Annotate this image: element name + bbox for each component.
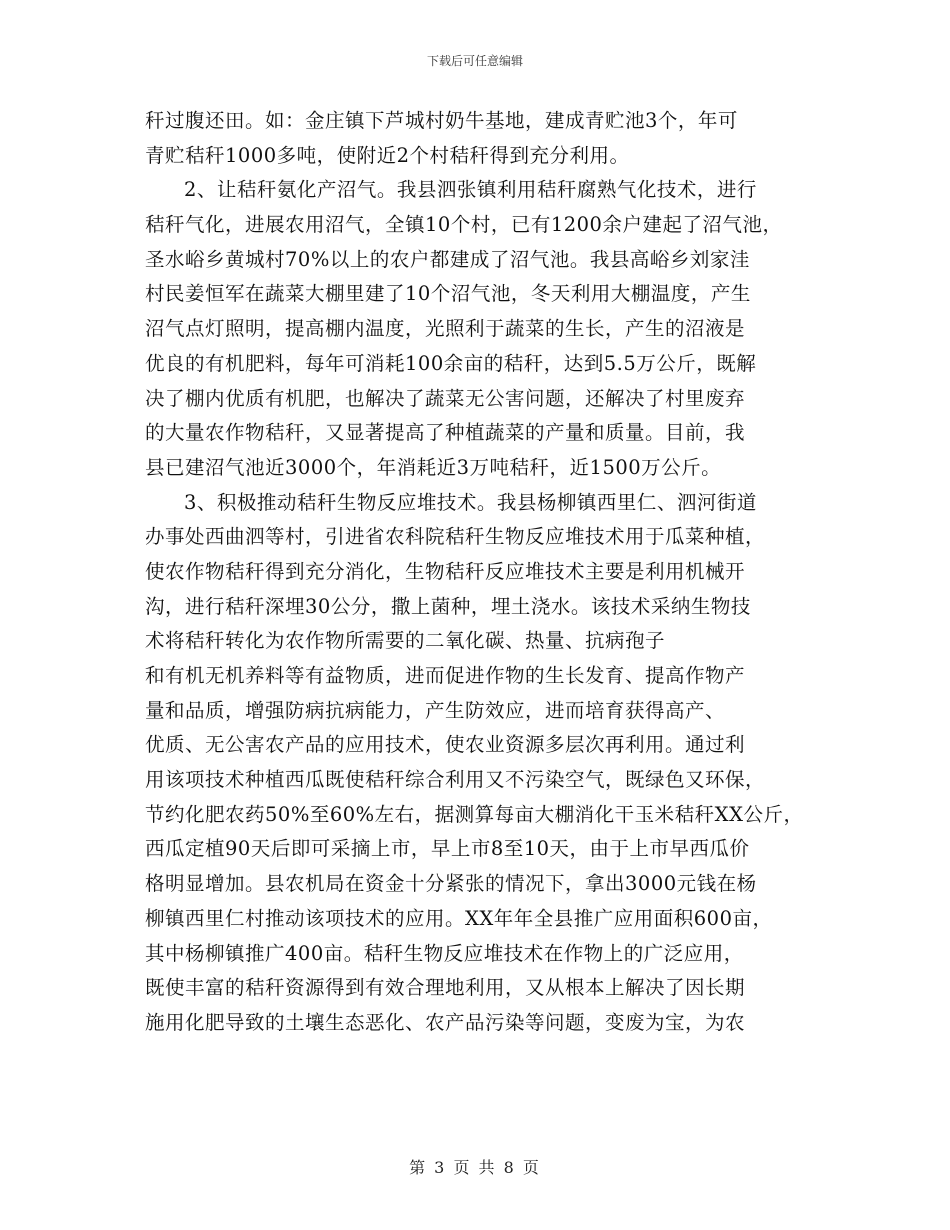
- text-line: 西瓜定植90天后即可采摘上市，早上市8至10天，由于上市早西瓜价: [145, 837, 750, 861]
- text-line: 优质、无公害农产品的应用技术，使农业资源多层次再利用。通过利: [145, 733, 746, 757]
- text-line: 格明显增加。县农机局在资金十分紧张的情况下，拿出3000元钱在杨: [145, 872, 757, 896]
- paragraph-first-line: 2、让秸秆氨化产沼气。我县泗张镇利用秸秆腐熟气化技术，进行: [184, 178, 757, 202]
- text-line: 使农作物秸秆得到充分消化，生物秸秆反应堆技术主要是利用机械开: [145, 559, 746, 583]
- text-line: 优良的有机肥料，每年可消耗100余亩的秸秆，达到5.5万公斤，既解: [145, 351, 757, 375]
- text-line: 的大量农作物秸秆，又显著提高了种植蔬菜的产量和质量。目前，我: [145, 421, 746, 445]
- text-line: 柳镇西里仁村推动该项技术的应用。XX年年全县推广应用面积600亩，: [145, 906, 773, 930]
- text-line: 和有机无机养料等有益物质，进而促进作物的生长发育、提高作物产: [145, 664, 746, 687]
- text-line: 量和品质，增强防病抗病能力，产生防效应，进而培育获得高产、: [145, 698, 726, 722]
- document-body: [145, 104, 825, 1041]
- text-line: 术将秸秆转化为农作物所需要的二氧化碳、热量、抗病孢子: [145, 629, 666, 653]
- text-line: 既使丰富的秸秆资源得到有效合理地利用，又从根本上解决了因长期: [145, 976, 746, 1000]
- text-line: 沼气点灯照明，提高棚内温度，光照利于蔬菜的生长，产生的沼液是: [145, 317, 746, 341]
- paragraph-first-line: 3、积极推动秸秆生物反应堆技术。我县杨柳镇西里仁、泗河街道: [184, 490, 757, 514]
- page-footer: 第 3 页 共 8 页: [409, 1158, 541, 1177]
- text-line: 施用化肥导致的土壤生态恶化、农产品污染等问题，变废为宝，为农: [145, 1010, 746, 1034]
- text-line: 办事处西曲泗等村，引进省农科院秸秆生物反应堆技术用于瓜菜种植，: [145, 525, 766, 549]
- text-line: 用该项技术种植西瓜既使秸秆综合利用又不污染空气，既绿色又环保，: [145, 768, 766, 792]
- text-line: 县已建沼气池近3000个，年消耗近3万吨秸秆，近1500万公斤。: [145, 455, 722, 479]
- text-line: 沟，进行秸秆深埋30公分，撒上菌种，埋土浇水。该技术采纳生物技: [145, 594, 751, 618]
- text-line: 秸秆气化，进展农用沼气，全镇10个村，已有1200余户建起了沼气池，: [145, 213, 783, 237]
- page-header: 下载后可任意编辑: [426, 54, 523, 68]
- text-line: 其中杨柳镇推广400亩。秸秆生物反应堆技术在作物上的广泛应用，: [145, 941, 744, 965]
- text-line: 秆过腹还田。如：金庄镇下芦城村奶牛基地，建成青贮池3个，年可: [145, 109, 738, 132]
- text-line: 青贮秸秆1000多吨，使附近2个村秸秆得到充分利用。: [145, 143, 630, 167]
- text-line: 节约化肥农药50%至60%左右，据测算每亩大棚消化干玉米秸秆XX公斤，: [145, 802, 804, 826]
- text-line: 村民姜恒军在蔬菜大棚里建了10个沼气池，冬天利用大棚温度，产生: [145, 282, 751, 306]
- text-line: 圣水峪乡黄城村70%以上的农户都建成了沼气池。我县高峪乡刘家洼: [145, 247, 750, 271]
- text-line: 决了棚内优质有机肥，也解决了蔬菜无公害问题，还解决了村里废弃: [145, 386, 746, 410]
